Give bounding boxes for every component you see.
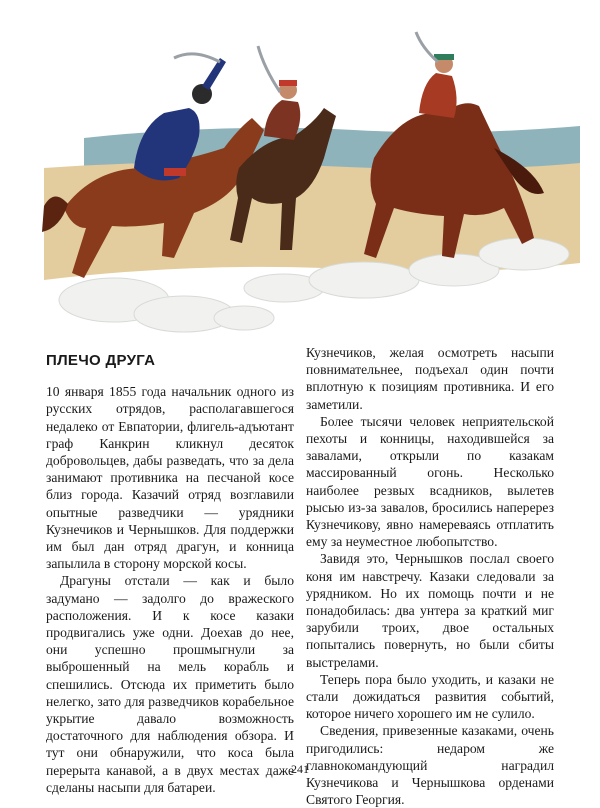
paragraph: Завидя это, Чернышков послал своего коня им навстречу. Казаки следовали за урядником. Но их помощь почти и не понадобилась: два унтера за краткий миг зарубили троих, двое остальных попытались повернуть, но были сбиты выстрелами.: [306, 551, 554, 670]
page-number: 241: [291, 762, 309, 776]
paragraph: Сведения, привезенные казаками, очень пригодились: недаром же главнокомандующий наградил Кузнечикова и Чернышкова орденами Святого Георгия.: [306, 723, 554, 808]
paragraph: Теперь пора было уходить, и казаки не стали дожидаться развития событий, которое ничего хорошего им не сулило.: [306, 671, 554, 722]
left-column: [46, 344, 294, 796]
right-column: [306, 344, 554, 808]
cavalry-battle-illustration: [24, 18, 580, 340]
paragraph: Драгуны отстали — как и было задумано — задолго до вражеского расположения. И к косе казаки продвигались уже одни. Доехав до нее, они успешно прошмыгнули за выброшенный на мель корабль и спешились. Отсюда их приметить было нелегко, зато для разведчиков корабельное укрытие давало возможность достаточного для наблюдения обзора. И тут они обнаружили, что коса была перерыта канавой, а в двух местах даже сделаны насыпи для батареи.: [46, 573, 294, 795]
paragraph: 10 января 1855 года начальник одного из русских отрядов, располагавшегося недалеко от Евпатории, флигель-адъютант граф Канкрин кликнул десяток добровольцев, дабы разведать, что за дела занимают противника на песчаной косе близ города. Казачий отряд возглавили опытные разведчики — урядники Кузнечиков и Чернышков. Для поддержки им был дан отряд драгун, и конница запылила в сторону морской косы.: [46, 384, 294, 572]
paragraph: Более тысячи человек неприятельской пехоты и конницы, находившейся за завалами, открыли по казакам массированный огонь. Несколько наиболее резвых всадников, вылетев рысью из-за завалов, бросились наперерез Кузнечикову, явно намереваясь отплатить ему за неуместное любопытство.: [306, 413, 554, 550]
article-title: ПЛЕЧО ДРУГА: [46, 352, 156, 369]
paragraph: Кузнечиков, желая осмотреть насыпи повнимательнее, подъехал один почти вплотную к позициям противника. И его заметили.: [306, 345, 554, 412]
